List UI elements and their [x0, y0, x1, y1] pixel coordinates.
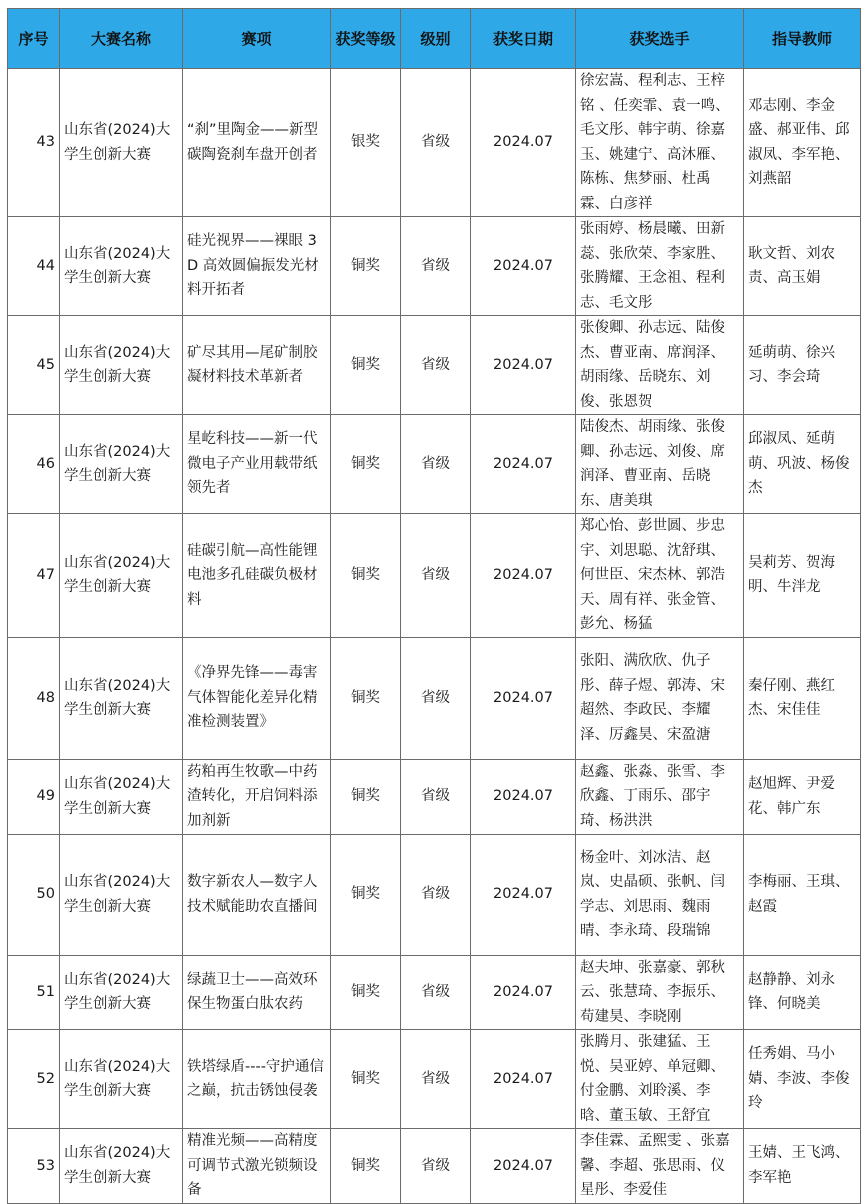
- contest-name-cell: 山东省(2024)大学生创新大赛: [60, 759, 183, 834]
- players-cell: 郑心怡、彭世圆、步忠宇、刘思聪、沈舒琪、何世臣、宋杰林、郭浩天、周有祥、张金管、彭允、杨猛: [576, 514, 744, 638]
- award-level-cell: 铜奖: [331, 955, 401, 1030]
- header-award-level: 获奖等级: [331, 9, 401, 69]
- teachers-cell: 邓志刚、李金盛、郝亚伟、邱淑凤、李军艳、刘燕韶: [744, 69, 861, 217]
- award-level-cell: 铜奖: [331, 415, 401, 514]
- award-date-cell: 2024.07: [471, 217, 576, 316]
- table-row: [8, 1030, 861, 1129]
- project-name-cell: “刹”里陶金——新型碳陶瓷刹车盘开创者: [183, 69, 331, 217]
- table-row: [8, 69, 861, 217]
- row-number-cell: 46: [8, 415, 60, 514]
- project-name-cell: 药粕再生牧歌—中药渣转化，开启饲料添加剂新: [183, 759, 331, 834]
- table-row: [8, 759, 861, 834]
- header-teachers: 指导教师: [744, 9, 861, 69]
- row-number-cell: 48: [8, 637, 60, 759]
- project-name-cell: 数字新农人—数字人技术赋能助农直播间: [183, 834, 331, 955]
- award-date-cell: 2024.07: [471, 834, 576, 955]
- level-cell: 省级: [401, 637, 471, 759]
- players-cell: 张腾月、张建猛、王悦、吴亚婷、单冠卿、付金鹏、刘聆溪、李晗、董玉敏、王舒宜: [576, 1030, 744, 1129]
- level-cell: 省级: [401, 217, 471, 316]
- table-row: [8, 415, 861, 514]
- contest-name-cell: 山东省(2024)大学生创新大赛: [60, 316, 183, 415]
- award-level-cell: 铜奖: [331, 316, 401, 415]
- level-cell: 省级: [401, 834, 471, 955]
- players-cell: 杨金叶、刘冰洁、赵岚、史晶硕、张帆、闫学志、刘思雨、魏雨晴、李永琦、段瑞锦: [576, 834, 744, 955]
- table-row: [8, 955, 861, 1030]
- award-level-cell: 铜奖: [331, 1129, 401, 1204]
- awards-table: [7, 8, 861, 1204]
- players-cell: 赵夫坤、张嘉豪、郭秋云、张慧琦、李振乐、苟建昊、李晓刚: [576, 955, 744, 1030]
- teachers-cell: 王婧、王飞鸿、李军艳: [744, 1129, 861, 1204]
- level-cell: 省级: [401, 514, 471, 638]
- award-level-cell: 铜奖: [331, 1030, 401, 1129]
- level-cell: 省级: [401, 1129, 471, 1204]
- teachers-cell: 吴莉芳、贺海明、牛泮龙: [744, 514, 861, 638]
- contest-name-cell: 山东省(2024)大学生创新大赛: [60, 1030, 183, 1129]
- header-contest-name: 大赛名称: [60, 9, 183, 69]
- teachers-cell: 邱淑凤、延萌萌、巩波、杨俊杰: [744, 415, 861, 514]
- award-level-cell: 铜奖: [331, 217, 401, 316]
- award-level-cell: 铜奖: [331, 514, 401, 638]
- contest-name-cell: 山东省(2024)大学生创新大赛: [60, 217, 183, 316]
- table-row: [8, 1129, 861, 1204]
- row-number-cell: 51: [8, 955, 60, 1030]
- project-name-cell: 硅碳引航—高性能锂电池多孔硅碳负极材料: [183, 514, 331, 638]
- row-number-cell: 47: [8, 514, 60, 638]
- project-name-cell: 绿蔬卫士——高效环保生物蛋白肽农药: [183, 955, 331, 1030]
- table-row: [8, 514, 861, 638]
- header-project: 赛项: [183, 9, 331, 69]
- header-level: 级别: [401, 9, 471, 69]
- level-cell: 省级: [401, 759, 471, 834]
- teachers-cell: 任秀娟、马小婧、李波、李俊玲: [744, 1030, 861, 1129]
- contest-name-cell: 山东省(2024)大学生创新大赛: [60, 637, 183, 759]
- table-row: [8, 316, 861, 415]
- project-name-cell: 矿尽其用—尾矿制胶凝材料技术革新者: [183, 316, 331, 415]
- project-name-cell: 硅光视界——裸眼 3D 高效圆偏振发光材料开拓者: [183, 217, 331, 316]
- header-players: 获奖选手: [576, 9, 744, 69]
- row-number-cell: 43: [8, 69, 60, 217]
- project-name-cell: 精准光频——高精度可调节式激光锁频设备: [183, 1129, 331, 1204]
- level-cell: 省级: [401, 316, 471, 415]
- award-date-cell: 2024.07: [471, 514, 576, 638]
- level-cell: 省级: [401, 69, 471, 217]
- row-number-cell: 52: [8, 1030, 60, 1129]
- teachers-cell: 延萌萌、徐兴习、李会琦: [744, 316, 861, 415]
- contest-name-cell: 山东省(2024)大学生创新大赛: [60, 834, 183, 955]
- teachers-cell: 李梅丽、王琪、赵霞: [744, 834, 861, 955]
- contest-name-cell: 山东省(2024)大学生创新大赛: [60, 514, 183, 638]
- row-number-cell: 53: [8, 1129, 60, 1204]
- award-level-cell: 铜奖: [331, 759, 401, 834]
- contest-name-cell: 山东省(2024)大学生创新大赛: [60, 415, 183, 514]
- players-cell: 张雨婷、杨晨曦、田新蕊、张欣荣、李家胜、张腾耀、王念祖、程利志、毛文彤: [576, 217, 744, 316]
- project-name-cell: 星屹科技——新一代微电子产业用载带纸领先者: [183, 415, 331, 514]
- players-cell: 张阳、满欣欣、仇子彤、薛子煜、郭涛、宋超然、李政民、李耀泽、厉鑫昊、宋盈溏: [576, 637, 744, 759]
- table-row: [8, 637, 861, 759]
- players-cell: 陆俊杰、胡雨缘、张俊卿、孙志远、刘俊、席润泽、曹亚南、岳晓东、唐美琪: [576, 415, 744, 514]
- header-seq: 序号: [8, 9, 60, 69]
- award-date-cell: 2024.07: [471, 1030, 576, 1129]
- level-cell: 省级: [401, 415, 471, 514]
- contest-name-cell: 山东省(2024)大学生创新大赛: [60, 1129, 183, 1204]
- award-level-cell: 铜奖: [331, 637, 401, 759]
- award-level-cell: 银奖: [331, 69, 401, 217]
- teachers-cell: 赵旭辉、尹爱花、韩广东: [744, 759, 861, 834]
- table-row: [8, 834, 861, 955]
- project-name-cell: 《净界先锋——毒害气体智能化差异化精准检测装置》: [183, 637, 331, 759]
- level-cell: 省级: [401, 955, 471, 1030]
- award-date-cell: 2024.07: [471, 316, 576, 415]
- row-number-cell: 44: [8, 217, 60, 316]
- award-date-cell: 2024.07: [471, 415, 576, 514]
- award-date-cell: 2024.07: [471, 637, 576, 759]
- players-cell: 李佳霖、孟熙雯 、张嘉馨、李超、张思雨、仪星彤、李爱佳: [576, 1129, 744, 1204]
- award-level-cell: 铜奖: [331, 834, 401, 955]
- players-cell: 徐宏嵩、程利志、王梓铭 、任奕霏、袁一鸣、毛文彤、韩宇萌、徐嘉玉、姚建宁、高沐雁、陈栋、焦梦丽、杜禹霖、白彦祥: [576, 69, 744, 217]
- contest-name-cell: 山东省(2024)大学生创新大赛: [60, 69, 183, 217]
- row-number-cell: 49: [8, 759, 60, 834]
- teachers-cell: 赵静静、刘永锋、何晓美: [744, 955, 861, 1030]
- level-cell: 省级: [401, 1030, 471, 1129]
- players-cell: 张俊卿、孙志远、陆俊杰、曹亚南、席润泽、胡雨缘、岳晓东、刘俊、张恩贺: [576, 316, 744, 415]
- header-row: [8, 9, 861, 69]
- players-cell: 赵鑫、张淼、张雪、李欣鑫、丁雨乐、邵宇琦、杨洪洪: [576, 759, 744, 834]
- header-date: 获奖日期: [471, 9, 576, 69]
- award-date-cell: 2024.07: [471, 1129, 576, 1204]
- row-number-cell: 50: [8, 834, 60, 955]
- award-date-cell: 2024.07: [471, 759, 576, 834]
- award-date-cell: 2024.07: [471, 69, 576, 217]
- award-date-cell: 2024.07: [471, 955, 576, 1030]
- teachers-cell: 耿文哲、刘农责、高玉娟: [744, 217, 861, 316]
- row-number-cell: 45: [8, 316, 60, 415]
- teachers-cell: 秦仔刚、燕红杰、宋佳佳: [744, 637, 861, 759]
- contest-name-cell: 山东省(2024)大学生创新大赛: [60, 955, 183, 1030]
- table-row: [8, 217, 861, 316]
- project-name-cell: 铁塔绿盾----守护通信之巅，抗击锈蚀侵袭: [183, 1030, 331, 1129]
